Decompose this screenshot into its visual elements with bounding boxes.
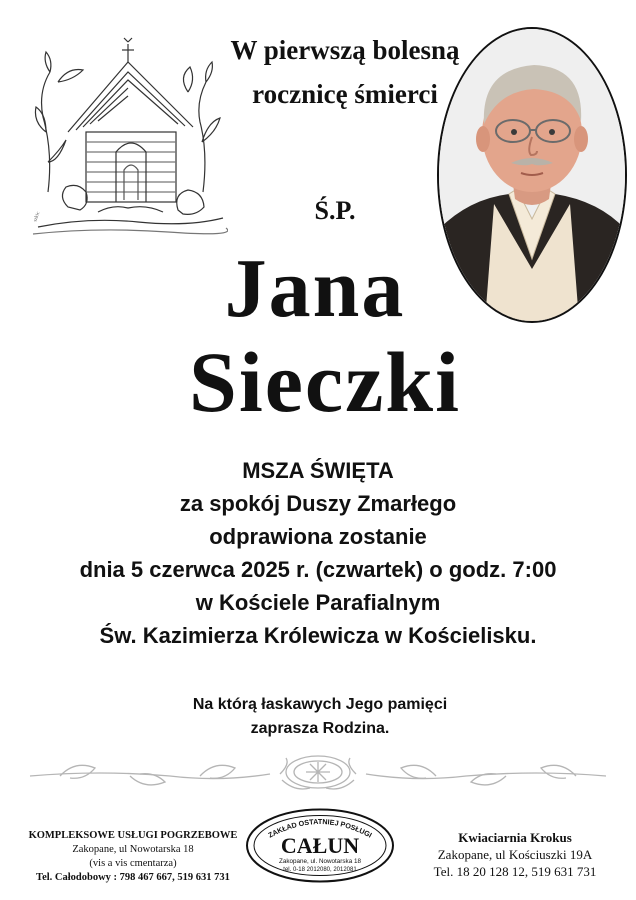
funeral-home-note: (vis a vis cmentarza): [89, 858, 177, 869]
mass-announcement: [20, 454, 616, 652]
mass-church-line: w Kościele Parafialnym: [195, 590, 441, 615]
deceased-surname: Sieczki: [189, 334, 461, 430]
stamp-brand: CAŁUN: [280, 833, 360, 858]
mass-date-line: dnia 5 czerwca 2025 r. (czwartek) o godz. 7:00: [79, 557, 557, 582]
florist-address: Zakopane, ul Kościuszki 19A: [437, 847, 593, 862]
heading-line-2: rocznicę śmierci: [252, 79, 438, 109]
anniversary-heading: [215, 28, 475, 116]
funeral-home-name: KOMPLEKSOWE USŁUGI POGRZEBOWE: [28, 830, 238, 841]
mass-line-1: za spokój Duszy Zmarłego: [179, 491, 457, 516]
funeral-home-phone: Tel. Całodobowy : 798 467 667, 519 631 731: [36, 872, 230, 883]
calun-logo: [245, 808, 395, 883]
stamp-top-text: ZAKŁAD OSTATNIEJ POSŁUGI: [266, 816, 374, 840]
florist-phone: Tel. 18 20 128 12, 519 631 731: [433, 864, 597, 879]
heading-line-1: W pierwszą bolesną: [230, 35, 460, 65]
chapel-illustration: [28, 22, 228, 242]
invitation-line-1: Na którą łaskawych Jego pamięci: [192, 696, 448, 713]
svg-text:szkic: szkic: [33, 211, 42, 223]
stamp-address: Zakopane, ul. Nowotarska 18: [279, 858, 361, 865]
family-invitation: [100, 693, 540, 741]
stamp-phone: tel. 0-18 2012080, 2012081: [283, 867, 357, 873]
ornamental-divider: [20, 750, 616, 798]
florist-name: Kwiaciarnia Krokus: [458, 830, 572, 845]
invitation-line-2: zaprasza Rodzina.: [250, 720, 390, 737]
honorific: Ś.P.: [314, 196, 356, 225]
funeral-home-address: Zakopane, ul Nowotarska 18: [72, 844, 194, 855]
florist-info: [400, 829, 630, 880]
funeral-home-info: [18, 829, 248, 885]
mass-location-line: Św. Kazimierza Królewicza w Kościelisku.: [99, 623, 537, 648]
mass-title: MSZA ŚWIĘTA: [242, 458, 394, 483]
mass-line-2: odprawiona zostanie: [209, 524, 427, 549]
deceased-first-name: Jana: [224, 242, 406, 335]
